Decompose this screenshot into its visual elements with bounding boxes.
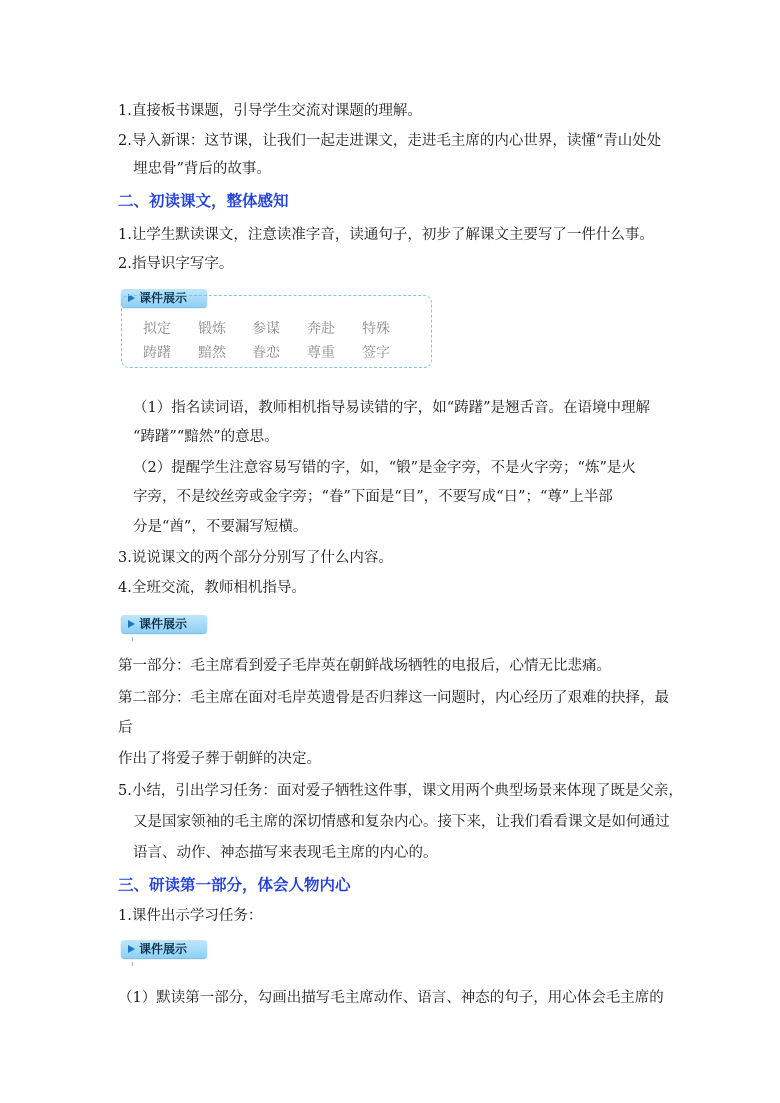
badge-label: 课件展示 [139, 291, 188, 305]
word-item: 锻炼 [198, 321, 226, 337]
section-3-item-1: 1.课件出示学习任务： [118, 908, 263, 924]
intro-line-3: 埋忠骨”背后的故事。 [133, 161, 271, 177]
play-triangle-icon [128, 620, 135, 628]
badge-label: 课件展示 [139, 942, 188, 956]
section-2-item-2: 2.指导识字写字。 [118, 256, 234, 272]
section-2-item-5-line-3: 语言、动作、神态描写来表现毛主席的内心的。 [133, 845, 438, 861]
section-2-item-5-line-2: 又是国家领袖的毛主席的深切情感和复杂内心。接下来，让我们看看课文是如何通过 [133, 814, 670, 830]
section-3-task-1: （1）默读第一部分，勾画出描写毛主席动作、语言、神态的句子，用心体会毛主席的 [118, 990, 664, 1006]
note-2-line-2: 字旁，不是绞丝旁或金字旁；“眷”下面是“目”，不要写成“日”；“尊”上半部 [133, 489, 613, 505]
section-2-item-1: 1.让学生默读课文，注意读准字音，读通句子，初步了解课文主要写了一件什么事。 [118, 227, 654, 243]
part-2-summary-line-2: 后 [118, 720, 133, 736]
word-item: 踌躇 [143, 345, 171, 361]
section-2-heading: 二、初读课文，整体感知 [118, 192, 289, 210]
word-item: 黯然 [198, 345, 226, 361]
badge-label: 课件展示 [139, 617, 188, 631]
courseware-badge-2 [121, 615, 207, 633]
badge-tick [132, 637, 133, 641]
note-1-line-2: “踌躇”“黯然”的意思。 [133, 429, 279, 445]
part-1-summary: 第一部分：毛主席看到爱子毛岸英在朝鲜战场牺牲的电报后，心情无比悲痛。 [118, 658, 611, 674]
part-2-summary-line-1: 第二部分：毛主席在面对毛岸英遗骨是否归葬这一问题时，内心经历了艰难的抉择，最 [118, 690, 669, 706]
badge-tick [132, 962, 133, 966]
word-item: 拟定 [143, 321, 171, 337]
play-triangle-icon [128, 945, 135, 953]
section-2-item-4: 4.全班交流，教师相机指导。 [118, 580, 306, 596]
note-2-line-3: 分是“酋”，不要漏写短横。 [133, 519, 308, 535]
word-item: 尊重 [307, 345, 335, 361]
intro-line-2: 2.导入新课：这节课，让我们一起走进课文，走进毛主席的内心世界，读懂“青山处处 [118, 133, 662, 149]
part-2-summary-line-3: 作出了将爱子葬于朝鲜的决定。 [118, 751, 321, 767]
note-2-line-1: （2）提醒学生注意容易写错的字，如，“锻”是金字旁，不是火字旁；“炼”是火 [133, 460, 636, 476]
courseware-badge-3 [121, 940, 207, 958]
word-item: 签字 [362, 345, 390, 361]
note-1-line-1: （1）指名读词语，教师相机指导易读错的字，如“踌躇”是翘舌音。在语境中理解 [133, 400, 651, 416]
word-item: 参谋 [252, 321, 280, 337]
word-item: 特殊 [362, 321, 390, 337]
word-item: 奔赴 [307, 321, 335, 337]
section-2-item-3: 3.说说课文的两个部分分别写了什么内容。 [118, 550, 393, 566]
section-2-item-5-line-1: 5.小结，引出学习任务：面对爱子牺牲这件事，课文用两个典型场景来体现了既是父亲， [118, 783, 683, 799]
intro-line-1: 1.直接板书课题，引导学生交流对课题的理解。 [118, 103, 422, 119]
section-3-heading: 三、研读第一部分，体会人物内心 [118, 876, 351, 894]
word-item: 眷恋 [252, 345, 280, 361]
